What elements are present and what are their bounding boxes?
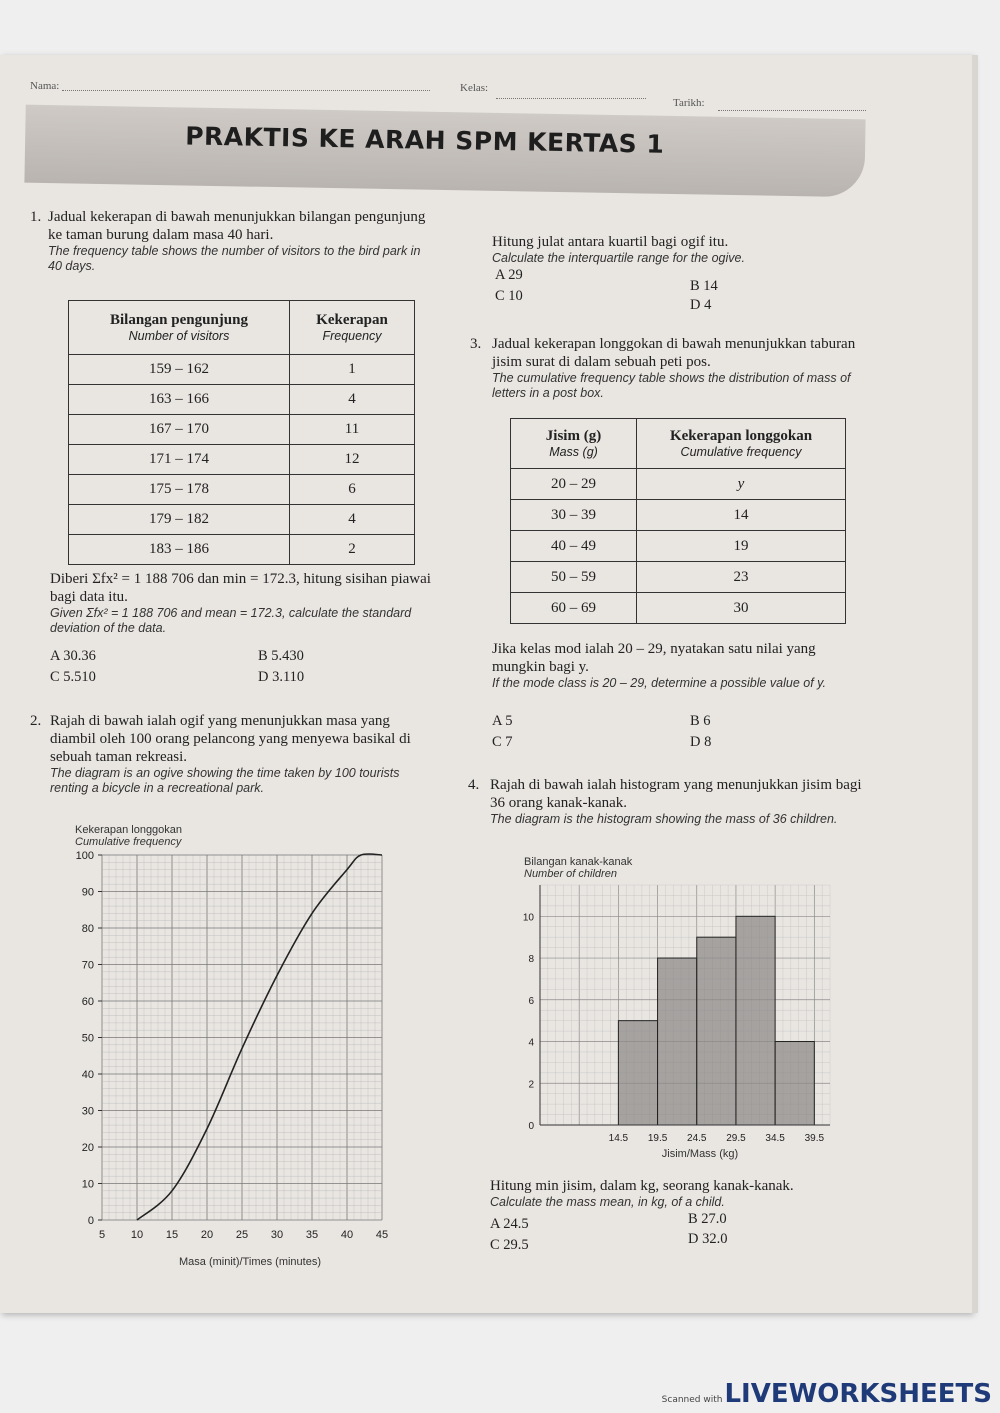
histogram-ylabel: Bilangan kanak-kanak Number of children [524, 856, 633, 880]
histogram-bar [775, 1042, 814, 1125]
question-2-en: The diagram is an ogive showing the time taken by 100 tourists renting a bicycle in a recreational park. [50, 766, 400, 795]
page-edge [972, 55, 978, 1313]
x-tick-label: 30 [270, 1229, 284, 1241]
liveworksheets-watermark [662, 1379, 992, 1409]
ogive-grid [102, 855, 382, 1220]
question-3-given [492, 640, 862, 691]
y-tick-label: 6 [528, 995, 534, 1007]
table-row: 60 – 69 30 [511, 593, 846, 624]
y-tick-label: 4 [528, 1037, 534, 1049]
q1-header-visitors: Bilangan pengunjung Number of visitors [69, 301, 290, 355]
q4-option-a[interactable]: A 24.5 [490, 1216, 529, 1232]
y-tick-label: 30 [81, 1105, 94, 1118]
q2-option-c[interactable]: C 10 [495, 288, 523, 304]
q1-header-frequency: Kekerapan Frequency [290, 301, 415, 355]
y-tick-label: 0 [87, 1215, 94, 1227]
y-tick-label: 60 [81, 996, 94, 1008]
q4-option-b[interactable]: B 27.0 [688, 1211, 727, 1227]
x-tick-label: 40 [340, 1229, 354, 1241]
nama-line [62, 90, 430, 91]
question-2-ask [492, 233, 832, 266]
title-banner [24, 105, 865, 198]
question-2-text [30, 712, 435, 796]
question-1-text [30, 208, 435, 274]
question-1-number: 1. [30, 209, 42, 225]
histogram-xlabel: Jisim/Mass (kg) [661, 1148, 739, 1160]
tarikh-label: Tarikh: [673, 97, 705, 109]
question-2-ms: Rajah di bawah ialah ogif yang menunjukkan masa yang diambil oleh 100 orang pelancong yang menyewa basikal di sebuah taman rekreasi. [50, 713, 411, 765]
question-1-given-ms: Diberi Σfx² = 1 188 706 dan min = 172.3, hitung sisihan piawai bagi data itu. [50, 571, 431, 605]
question-1-en: The frequency table shows the number of visitors to the bird park in 40 days. [48, 244, 421, 273]
table-row: 163 – 166 4 [69, 385, 415, 415]
ogive-ylabel: Kekerapan longgokan Cumulative frequency [75, 824, 183, 848]
table-row: 183 – 186 2 [69, 535, 415, 565]
x-tick-label: 29.5 [726, 1133, 746, 1144]
question-4-text [468, 776, 863, 827]
nama-label: Nama: [30, 80, 60, 92]
y-tick-label: 70 [81, 959, 94, 972]
x-tick-label: 5 [98, 1229, 106, 1241]
q2-option-b[interactable]: B 14 [690, 278, 718, 294]
y-tick-label: 0 [528, 1121, 534, 1132]
y-tick-label: 80 [81, 923, 94, 935]
y-tick-label: 10 [81, 1178, 94, 1191]
question-3-text [470, 335, 865, 401]
question-1-given [50, 570, 435, 636]
x-tick-label: 35 [305, 1229, 319, 1241]
q3-header-mass: Jisim (g) Mass (g) [511, 419, 637, 469]
q3-option-d[interactable]: D 8 [690, 734, 712, 750]
kelas-line [496, 98, 646, 99]
q1-option-d[interactable]: D 3.110 [258, 669, 305, 685]
question-3-ms: Jadual kekerapan longgokan di bawah menunjukkan taburan jisim surat di dalam sebuah peti pos. [492, 336, 856, 370]
question-1-ms: Jadual kekerapan di bawah menunjukkan bilangan pengunjung ke taman burung dalam masa 40 hari. [48, 209, 426, 243]
q3-option-b[interactable]: B 6 [690, 713, 711, 729]
q2-option-d[interactable]: D 4 [690, 297, 712, 313]
histogram-bar [736, 916, 775, 1125]
ogive-curve [137, 854, 382, 1220]
q1-option-a[interactable]: A 30.36 [50, 648, 96, 664]
y-tick-label: 90 [81, 886, 94, 899]
tarikh-line [718, 110, 866, 111]
q1-option-b[interactable]: B 5.430 [258, 648, 304, 664]
table-row: 171 – 174 12 [69, 445, 415, 475]
question-3-table [510, 418, 846, 624]
x-tick-label: 10 [130, 1229, 144, 1241]
x-tick-label: 25 [235, 1229, 249, 1241]
y-tick-label: 40 [81, 1069, 94, 1081]
q4-option-c[interactable]: C 29.5 [490, 1237, 529, 1253]
q1-option-c[interactable]: C 5.510 [50, 669, 96, 685]
scanned-text: Scanned with [661, 1395, 723, 1405]
page-title: PRAKTIS KE ARAH SPM KERTAS 1 [184, 121, 665, 159]
x-tick-label: 45 [375, 1229, 389, 1241]
ogive-ticks [76, 850, 388, 1241]
y-tick-label: 10 [522, 912, 534, 924]
q4-option-d[interactable]: D 32.0 [688, 1231, 728, 1247]
table-row: 40 – 49 19 [511, 531, 846, 562]
y-tick-label: 50 [81, 1032, 94, 1045]
histogram-bar [697, 937, 736, 1125]
question-4-ask-ms: Hitung min jisim, dalam kg, seorang kanak-kanak. [490, 1178, 794, 1194]
question-3-number: 3. [470, 336, 482, 352]
x-tick-label: 14.5 [608, 1133, 629, 1144]
q3-option-a[interactable]: A 5 [492, 713, 513, 729]
x-tick-label: 39.5 [804, 1133, 825, 1144]
histogram-chart [510, 880, 860, 1165]
histogram-bar [618, 1021, 657, 1125]
question-2-ask-en: Calculate the interquartile range for the ogive. [492, 251, 745, 265]
table-row: 179 – 182 4 [69, 505, 415, 535]
y-tick-label: 8 [528, 954, 534, 966]
question-4-ms: Rajah di bawah ialah histogram yang menunjukkan jisim bagi 36 orang kanak-kanak. [490, 777, 862, 811]
question-3-given-ms: Jika kelas mod ialah 20 – 29, nyatakan satu nilai yang mungkin bagi y. [492, 641, 816, 675]
question-4-ask-en: Calculate the mass mean, in kg, of a child. [490, 1195, 725, 1209]
table-row: 167 – 170 11 [69, 415, 415, 445]
x-tick-label: 20 [200, 1229, 214, 1241]
x-tick-label: 34.5 [765, 1133, 785, 1144]
y-tick-label: 100 [75, 850, 94, 862]
y-tick-label: 20 [81, 1142, 94, 1154]
table-row: 175 – 178 6 [69, 475, 415, 505]
ogive-xlabel: Masa (minit)/Times (minutes) [179, 1256, 321, 1268]
question-3-given-en: If the mode class is 20 – 29, determine a possible value of y. [492, 676, 826, 690]
question-1-given-en: Given Σfx² = 1 188 706 and mean = 172.3, calculate the standard deviation of the data. [50, 606, 412, 635]
question-3-en: The cumulative frequency table shows the distribution of mass of letters in a post box. [492, 371, 851, 400]
q3-option-c[interactable]: C 7 [492, 734, 513, 750]
question-4-number: 4. [468, 777, 480, 793]
table-row: 30 – 39 14 [511, 500, 846, 531]
question-2-ask-ms: Hitung julat antara kuartil bagi ogif itu. [492, 234, 729, 250]
histogram-bar [658, 958, 697, 1125]
ogive-chart [60, 850, 430, 1275]
table-row: 50 – 59 23 [511, 562, 846, 593]
kelas-label: Kelas: [460, 82, 489, 94]
question-4-en: The diagram is the histogram showing the mass of 36 children. [490, 812, 838, 826]
table-row: 159 – 162 1 [69, 355, 415, 385]
q2-option-a[interactable]: A 29 [495, 267, 523, 283]
x-tick-label: 19.5 [647, 1133, 668, 1144]
brand-text: LIVEWORKSHEETS [724, 1379, 992, 1409]
y-tick-label: 2 [528, 1079, 534, 1091]
question-2-number: 2. [30, 713, 42, 729]
x-tick-label: 15 [165, 1229, 179, 1241]
q3-header-cumulative: Kekerapan longgokan Cumulative frequency [637, 419, 846, 469]
table-row: 20 – 29 y [511, 469, 846, 500]
x-tick-label: 24.5 [687, 1133, 707, 1144]
question-4-ask [490, 1177, 870, 1210]
question-1-table [68, 300, 415, 565]
